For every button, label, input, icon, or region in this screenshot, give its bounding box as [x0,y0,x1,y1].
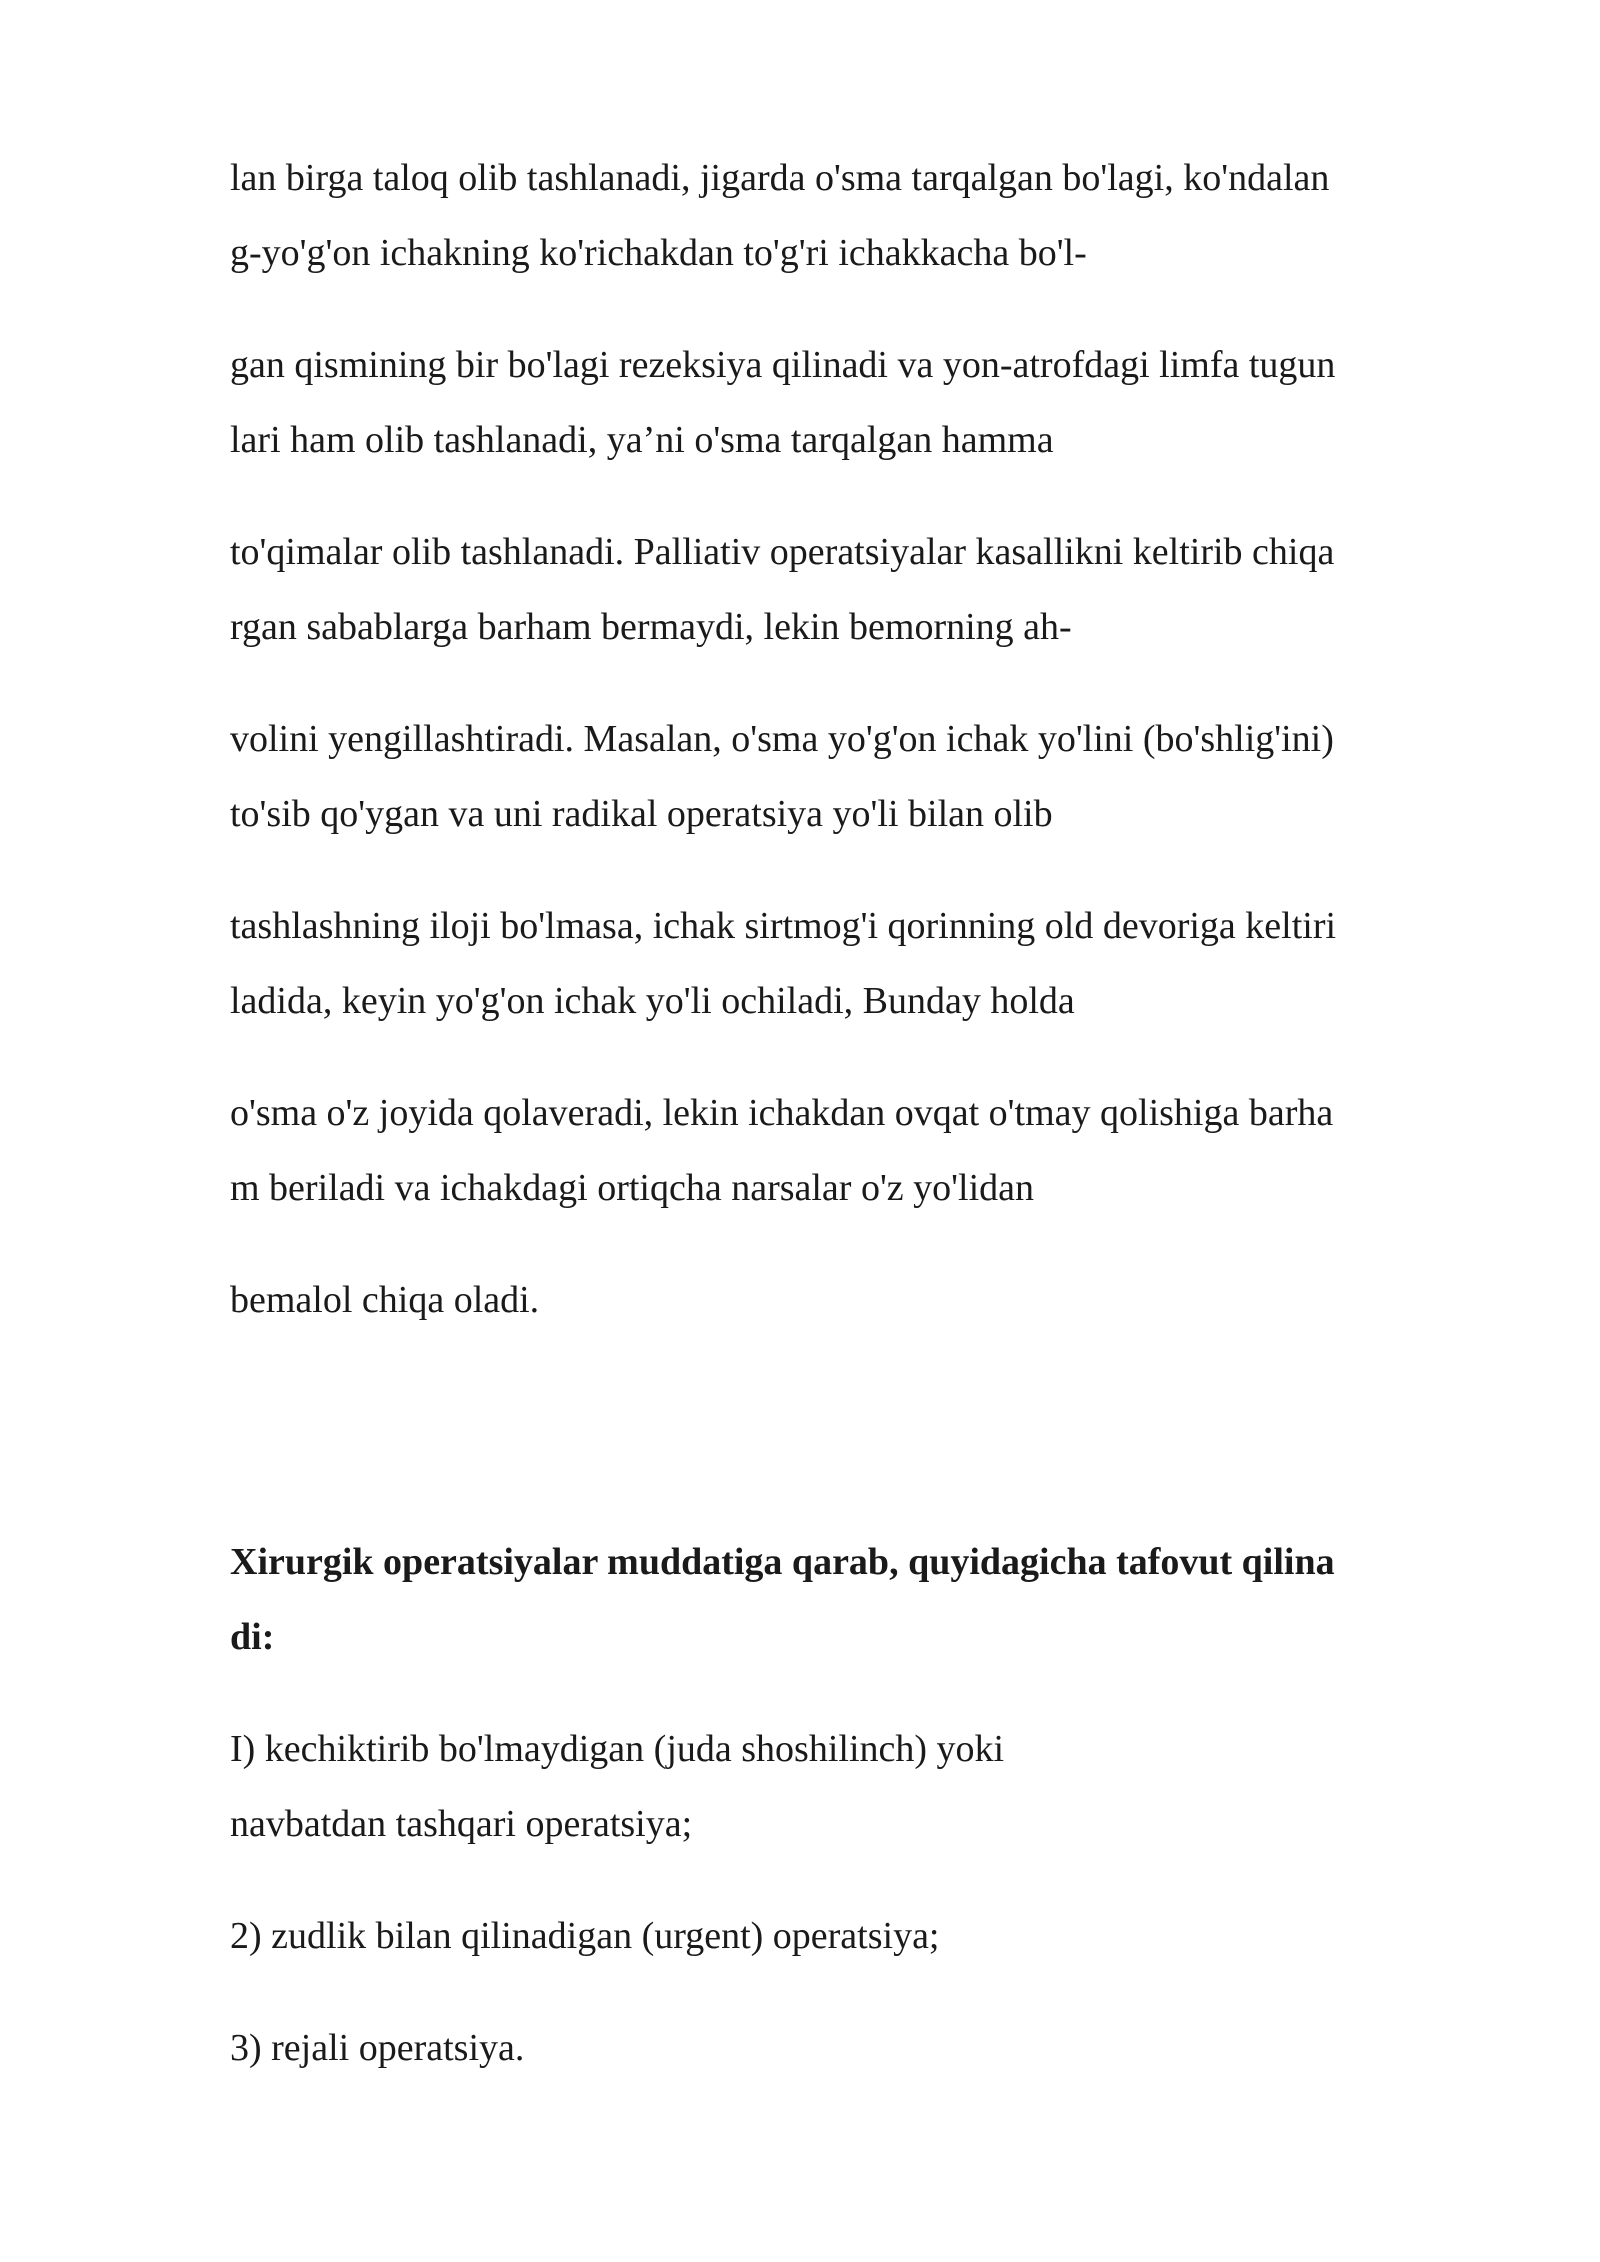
paragraph-line: gan qismining bir bo'lagi rezeksiya qilinadi va yon-atrofdagi limfa tugun [230,344,1336,386]
paragraph-2 [230,328,1530,478]
list-item-2 [230,1899,1530,1974]
paragraph-5 [230,889,1530,1039]
paragraph-line: lari ham olib tashlanadi, ya’ni o'sma tarqalgan hamma [230,419,1054,461]
paragraph-line: rgan sabablarga barham bermaydi, lekin bemorning ah- [230,606,1072,648]
paragraph-4 [230,702,1530,852]
paragraph-line: o'sma o'z joyida qolaveradi, lekin ichakdan ovqat o'tmay qolishiga barha [230,1092,1334,1134]
heading-line: di: [230,1616,275,1658]
paragraph-3 [230,515,1530,665]
list-item-line: 2) zudlik bilan qilinadigan (urgent) operatsiya; [230,1915,940,1957]
paragraph-line: to'qimalar olib tashlanadi. Palliativ operatsiyalar kasallikni keltirib chiqa [230,531,1335,573]
list-item-1 [230,1712,1530,1862]
paragraph-line: ladida, keyin yo'g'on ichak yo'li ochiladi, Bunday holda [230,980,1075,1022]
list-item-line: 3) rejali operatsiya. [230,2027,525,2069]
section-heading [230,1525,1530,1675]
paragraph-6 [230,1076,1530,1226]
paragraph-line: tashlashning iloji bo'lmasa, ichak sirtmog'i qorinning old devoriga keltiri [230,905,1337,947]
paragraph-line: g-yo'g'on ichakning ko'richakdan to'g'ri ichakkacha bo'l- [230,232,1087,274]
paragraph-line: to'sib qo'ygan va uni radikal operatsiya yo'li bilan olib [230,793,1053,835]
paragraph-line: m beriladi va ichakdagi ortiqcha narsalar o'z yo'lidan [230,1167,1034,1209]
heading-line: Xirurgik operatsiyalar muddatiga qarab, quyidagicha tafovut qilina [230,1541,1335,1583]
paragraph-7 [230,1263,1530,1338]
list-item-line: I) kechiktirib bo'lmaydigan (juda shoshilinch) yoki [230,1728,1005,1770]
paragraph-line: volini yengillashtiradi. Masalan, o'sma yo'g'on ichak yo'lini (bo'shlig'ini) [230,718,1334,760]
list-item-line: navbatdan tashqari operatsiya; [230,1803,693,1845]
list-item-3 [230,2011,1530,2086]
paragraph-line: lan birga taloq olib tashlanadi, jigarda o'sma tarqalgan bo'lagi, ko'ndalan [230,157,1330,199]
paragraph-1 [230,141,1530,291]
paragraph-line: bemalol chiqa oladi. [230,1279,540,1321]
